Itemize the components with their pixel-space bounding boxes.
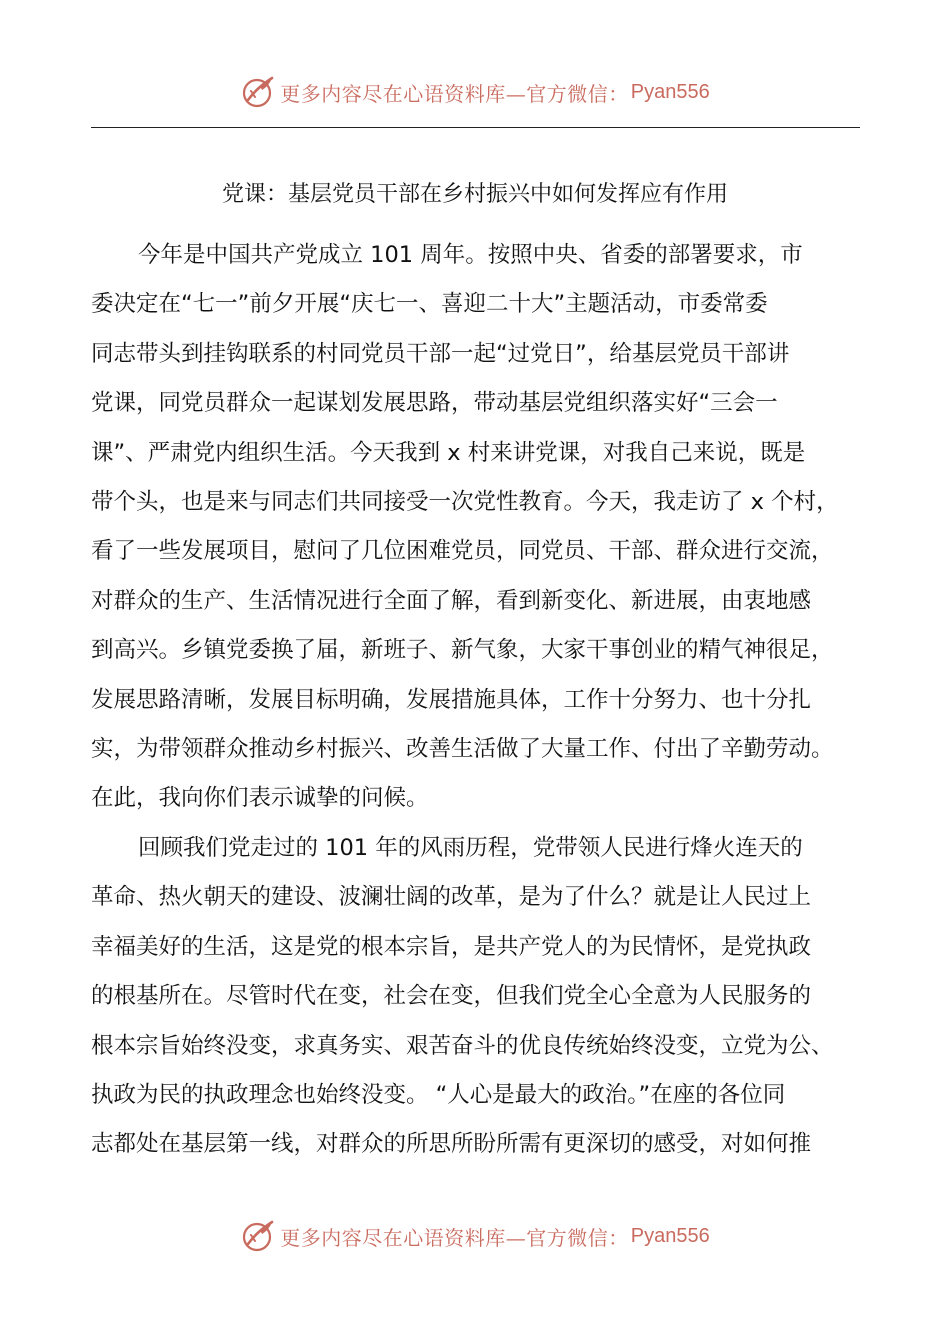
banner-slogan: 更多内容尽在心语资料库—官方微信： [280,1225,629,1250]
body-line: 回顾我们党走过的 101 年的风雨历程，党带领人民进行烽火连天的 [138,835,803,861]
document-title: 党课：基层党员干部在乡村振兴中如何发挥应有作用 [221,182,728,207]
body-line: 到高兴。乡镇党委换了届，新班子、新气象，大家干事创业的精气神很足， [91,637,834,663]
body-line: 幸福美好的生活，这是党的根本宗旨，是共产党人的为民情怀，是党执政 [91,934,812,960]
banner-wechat-id: Pyan556 [630,1224,710,1247]
body-line: 志都处在基层第一线，对群众的所思所盼所需有更深切的感受，对如何推 [91,1131,812,1157]
body-line: 实，为带领群众推动乡村振兴、改善生活做了大量工作、付出了辛勤劳动。 [91,736,834,762]
body-line: 今年是中国共产党成立 101 周年。按照中央、省委的部署要求，市 [138,242,803,268]
body-line: 对群众的生产、生活情况进行全面了解，看到新变化、新进展，由衷地感 [91,588,812,614]
body-line: 根本宗旨始终没变，求真务实、艰苦奋斗的优良传统始终没变，立党为公、 [91,1033,834,1059]
body-line: 同志带头到挂钩联系的村同党员干部一起“过党日”，给基层党员干部讲 [91,341,790,367]
body-line: 的根基所在。尽管时代在变，社会在变，但我们党全心全意为人民服务的 [91,983,812,1009]
body-line: 党课，同党员群众一起谋划发展思路，带动基层党组织落实好“三会一 [91,390,778,416]
quill-seal-icon [240,74,276,110]
body-line: 执政为民的执政理念也始终没变。 “人心是最大的政治。”在座的各位同 [91,1082,786,1108]
banner-wechat-id: Pyan556 [630,80,710,103]
body-line: 革命、热火朝天的建设、波澜壮阔的改革，是为了什么？就是让人民过上 [91,884,812,910]
body-line: 发展思路清晰，发展目标明确，发展措施具体，工作十分努力、也十分扎 [91,687,812,713]
banner-slogan: 更多内容尽在心语资料库—官方微信： [280,81,629,106]
body-line: 带个头，也是来与同志们共同接受一次党性教育。今天，我走访了 x 个村， [91,489,839,515]
header-banner [0,70,950,114]
header-divider [91,127,860,128]
body-line: 看了一些发展项目，慰问了几位困难党员，同党员、干部、群众进行交流， [91,538,834,564]
footer-banner [0,1214,950,1258]
quill-seal-icon [240,1218,276,1254]
body-line: 委决定在“七一”前夕开展“庆七一、喜迎二十大”主题活动，市委常委 [91,291,768,317]
body-line: 在此，我向你们表示诚挚的问候。 [91,785,429,811]
body-line: 课”、严肃党内组织生活。今天我到 x 村来讲党课，对我自己来说，既是 [91,440,806,466]
